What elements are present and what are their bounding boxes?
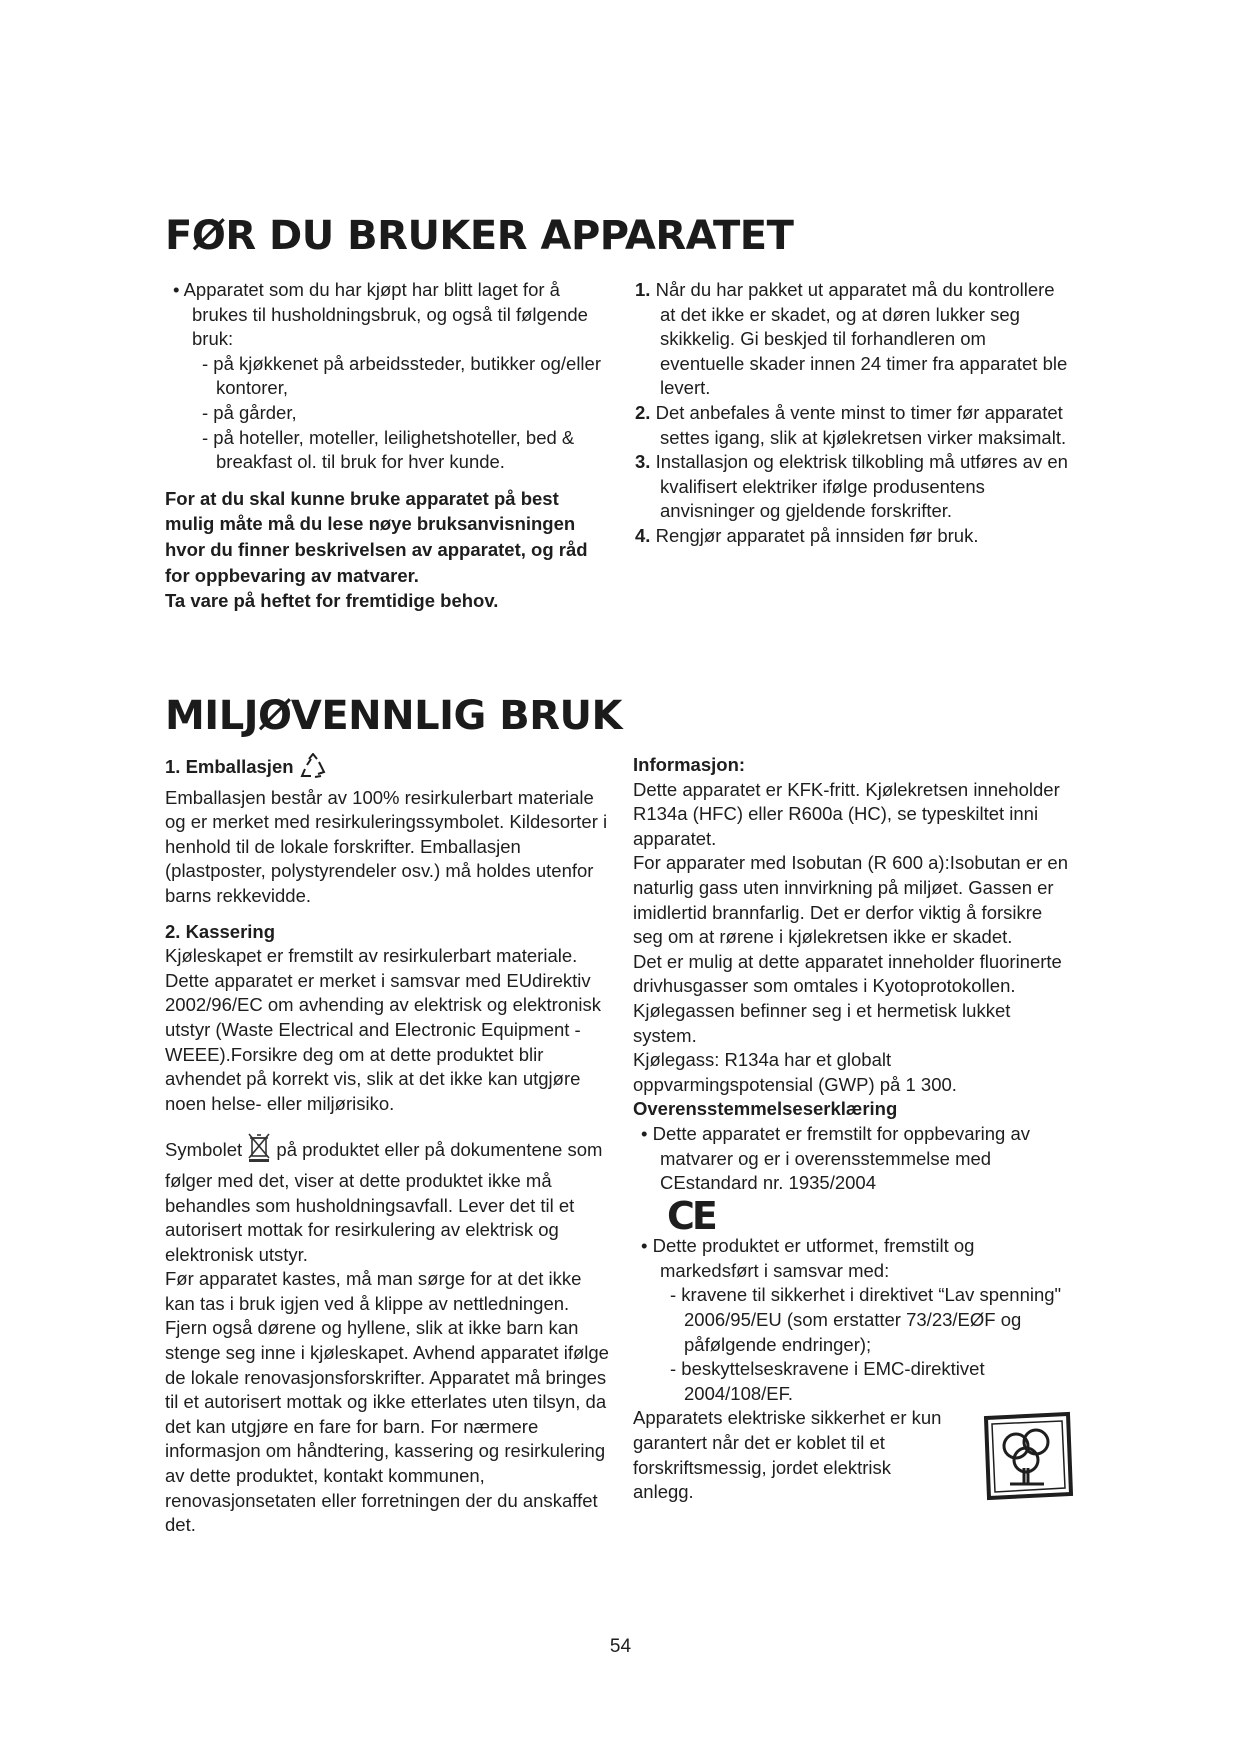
information-line: For apparater med Isobutan (R 600 a):Isobutan er en naturlig gass uten innvirkning på miljøet. Gassen er imidlertid brannfarlig. Det er derfor viktig å forsikre seg om at rørene i kjølekretsen ikke er skadet.	[633, 852, 1069, 948]
conformity-heading: Overensstemmelseserklæring	[633, 1098, 898, 1120]
keep-manual-notice: Ta vare på heftet for fremtidige behov.	[165, 590, 499, 612]
section-title-environment: MILJØVENNLIG BRUK	[165, 693, 622, 739]
usage-bullet: • Apparatet som du har kjøpt har blitt laget for å brukes til husholdningsbruk, og også til følgende bruk:	[173, 279, 588, 350]
information-line: Kjølegass: R134a har et globalt oppvarmingspotensial (GWP) på 1 300.	[633, 1049, 957, 1095]
usage-subitem: - på kjøkkenet på arbeidssteder, butikker og/eller kontorer,	[202, 352, 601, 399]
before-use-step: 4. Rengjør apparatet på innsiden før bruk.	[635, 524, 979, 546]
conformity-subitem: - kravene til sikkerhet i direktivet “Lav spenning" 2006/95/EU (som erstatter 73/23/EØF og påfølgende endringer);	[670, 1284, 1062, 1355]
usage-subitem: - på gårder,	[202, 401, 297, 423]
before-use-right-column	[633, 278, 1073, 549]
information-line: Det er mulig at dette apparatet inneholder fluorinerte drivhusgasser som omtales i Kyotoprotokollen.	[633, 950, 1062, 997]
before-use-step: 1. Når du har pakket ut apparatet må du kontrollere at det ikke er skadet, og at døren lukker seg skikkelig. Gi beskjed til forhandleren om eventuelle skader innen 24 timer fra apparatet ble levert.	[635, 279, 1068, 399]
environment-left-column	[165, 753, 610, 1538]
eco-tree-icon	[980, 1410, 1076, 1509]
conformity-bullet: • Dette apparatet er fremstilt for oppbevaring av matvarer og er i overensstemmelse med CEstandard nr. 1935/2004	[641, 1122, 1031, 1194]
environment-right-column	[633, 753, 1073, 1505]
conformity-bullet: • Dette produktet er utformet, fremstilt og markedsført i samsvar med:	[641, 1235, 975, 1281]
remove-doors-text: Fjern også dørene og hyllene, slik at ikke barn kan stenge seg inne i kjøleskapet. Avhend apparatet ifølge de lokale renovasjonsforskrifter. Apparatet må bringes til et autorisert mottak og ikke etterlates uten tilsyn, da det kan utgjøre en fare for barn. For nærmere informasjon om håndtering, kassering og resirkulering av dette produktet, kontakt kommunen, renovasjonsetaten eller forretningen der du anskaffet det.	[165, 1317, 609, 1536]
information-line: Dette apparatet er KFK-fritt. Kjølekretsen inneholder R134a (HFC) eller R600a (HC), se typeskiltet inni apparatet.	[633, 778, 1060, 849]
packaging-heading: 1. Emballasjen	[165, 753, 610, 786]
disposal-text: Kjøleskapet er fremstilt av resirkulerbart materiale. Dette apparatet er merket i samsvar med EUdirektiv 2002/96/EC om avhending av elektrisk og elektronisk utstyr (Waste Electrical and Electronic Equipment - WEEE).Forsikre deg om at dette produktet blir avhendet på korrekt vis, slik at det ikke kan utgjøre noen helse- eller miljørisiko.	[165, 945, 602, 1114]
disposal-heading: 2. Kassering	[165, 920, 276, 942]
cut-cable-text: Før apparatet kastes, må man sørge for at det ikke kan tas i bruk igjen ved å klippe av nettledningen.	[165, 1268, 582, 1314]
information-heading: Informasjon:	[633, 754, 746, 775]
before-use-step: 3. Installasjon og elektrisk tilkobling må utføres av en kvalifisert elektriker ifølge produsentens anvisninger og gjeldende forskrifter.	[635, 451, 1068, 522]
usage-subitem: - på hoteller, moteller, leilighetshoteller, bed & breakfast ol. til bruk for hver kunde.	[202, 426, 575, 473]
section-title-before-use: FØR DU BRUKER APPARATET	[165, 213, 794, 259]
read-manual-notice: For at du skal kunne bruke apparatet på best mulig måte må du lese nøye bruksanvisningen hvor du finner beskrivelsen av apparatet, og råd for oppbevaring av matvarer.	[165, 487, 588, 586]
before-use-step: 2. Det anbefales å vente minst to timer før apparatet settes igang, slik at kjølekretsen virker maksimalt.	[635, 401, 1067, 448]
weee-symbol-paragraph: Symbolet på produktet eller på dokumentene som følger med det, viser at dette produktet ikke må behandles som husholdningsavfall. Lever det til et autorisert mottak for resirkulering av elektrisk og elektronisk utstyr.	[165, 1132, 610, 1267]
weee-bin-icon	[247, 1132, 271, 1169]
information-line: Kjølegassen befinner seg i et hermetisk lukket system.	[633, 999, 1011, 1046]
recycle-icon	[299, 753, 327, 786]
conformity-subitem: - beskyttelseskravene i EMC-direktivet 2004/108/EF.	[670, 1358, 985, 1404]
ce-mark: CE	[667, 1193, 715, 1238]
before-use-left-column	[165, 278, 610, 614]
packaging-text: Emballasjen består av 100% resirkulerbart materiale og er merket med resirkuleringssymbolet. Kildesorter i henhold til de lokale forskrifter. Emballasjen (plastposter, polystyrendeler osv.) må holdes utenfor barns rekkevidde.	[165, 786, 608, 906]
page-number: 54	[609, 1636, 632, 1657]
electrical-safety-text: Apparatets elektriske sikkerhet er kun garantert når det er koblet til et forskriftsmessig, jordet elektrisk anlegg.	[633, 1407, 942, 1503]
